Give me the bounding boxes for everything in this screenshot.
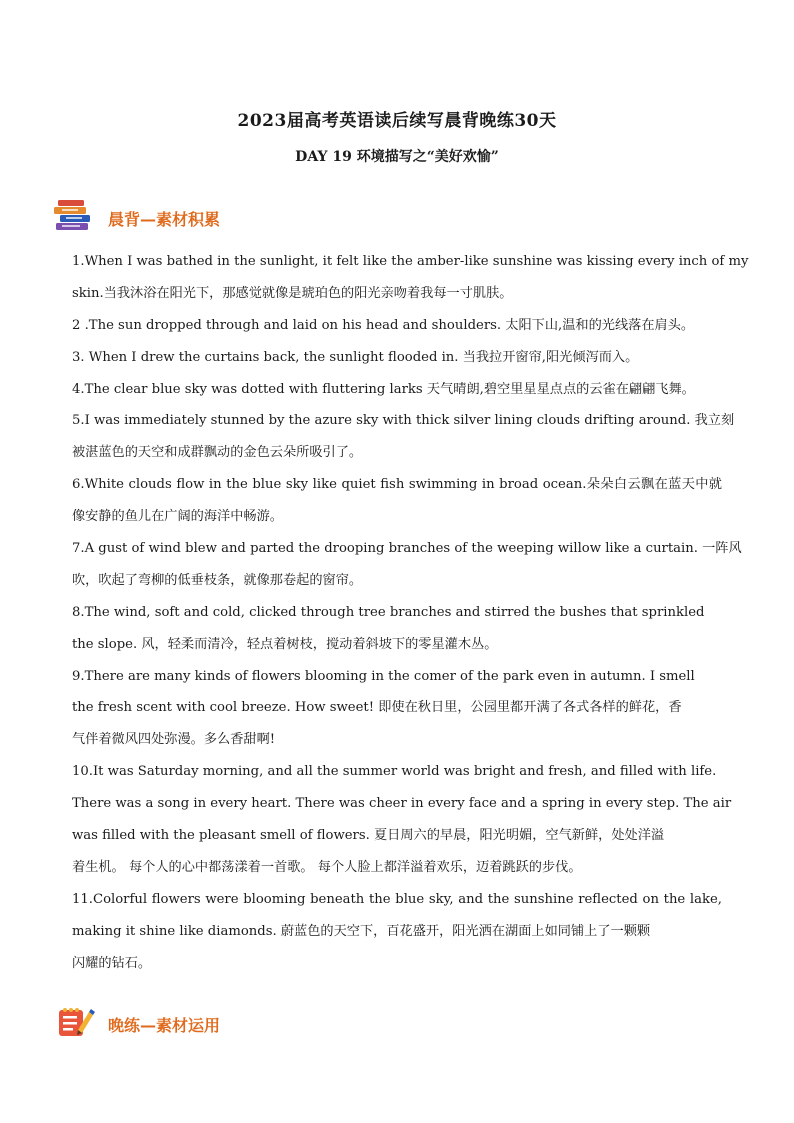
text-line: 闪耀的钻石。 — [72, 955, 152, 971]
text-line: 5.I was immediately stunned by the azure sky with thick silver lining clouds drifting around. 我立刻 — [72, 413, 735, 429]
text-line: making it shine like diamonds. 蔚蓝色的天空下，百花盛开，阳光洒在湖面上如同铺上了一颗颗 — [72, 923, 651, 939]
text-line: 8.The wind, soft and cold, clicked through tree branches and stirred the bushes that sprinkled — [72, 604, 705, 620]
text-line: skin.当我沐浴在阳光下，那感觉就像是琥珀色的阳光亲吻着我每一寸肌肤。 — [72, 285, 513, 301]
text-line: 10.It was Saturday morning, and all the summer world was bright and fresh, and filled with life. — [72, 764, 717, 780]
material-list — [72, 246, 749, 979]
text-line: 9.There are many kinds of flowers blooming in the comer of the park even in autumn. I smell — [72, 668, 695, 684]
document-subtitle: DAY 19 环境描写之“美好欢愉” — [295, 149, 499, 165]
text-line: 2 .The sun dropped through and laid on his head and shoulders. 太阳下山,温和的光线落在肩头。 — [72, 317, 695, 333]
text-line: 3. When I drew the curtains back, the sunlight flooded in. 当我拉开窗帘,阳光倾泻而入。 — [72, 349, 639, 365]
section-evening-header — [56, 1006, 220, 1042]
text-line: There was a song in every heart. There was cheer in every face and a spring in every step. The air — [72, 796, 732, 812]
text-line: 气伴着微风四处弥漫。多么香甜啊! — [72, 732, 276, 748]
section-morning-title: 晨背—素材积累 — [108, 209, 221, 229]
document-title: 2023届高考英语读后续写晨背晚练30天 — [237, 111, 557, 131]
text-line: was filled with the pleasant smell of flowers. 夏日周六的早晨，阳光明媚，空气新鲜，处处洋溢 — [72, 828, 665, 844]
books-icon — [52, 198, 94, 238]
section-morning-header — [52, 200, 220, 236]
text-line: 像安静的鱼儿在广阔的海洋中畅游。 — [72, 509, 283, 525]
section-evening-title: 晚练—素材运用 — [108, 1015, 221, 1035]
notepad-pencil-icon — [56, 1004, 96, 1044]
text-line: 着生机。 每个人的心中都荡漾着一首歌。 每个人脸上都洋溢着欢乐，迈着跳跃的步伐。 — [72, 859, 582, 875]
text-line: 11.Colorful flowers were blooming beneath the blue sky, and the sunshine reflected on the lake, — [72, 891, 722, 907]
text-line: 7.A gust of wind blew and parted the drooping branches of the weeping willow like a curtain. 一阵风 — [72, 541, 742, 557]
text-line: 6.White clouds flow in the blue sky like quiet fish swimming in broad ocean.朵朵白云飘在蓝天中就 — [72, 477, 722, 493]
text-line: the fresh scent with cool breeze. How sweet! 即使在秋日里，公园里都开满了各式各样的鲜花，香 — [72, 700, 682, 716]
text-line: 4.The clear blue sky was dotted with fluttering larks 天气晴朗,碧空里星星点点的云雀在翩翩飞舞。 — [72, 381, 695, 397]
text-line: 被湛蓝色的天空和成群飘动的金色云朵所吸引了。 — [72, 445, 363, 461]
text-line: the slope. 风，轻柔而清冷，轻点着树枝，搅动着斜坡下的零星灌木丛。 — [72, 636, 498, 652]
text-line: 吹，吹起了弯柳的低垂枝条，就像那卷起的窗帘。 — [72, 572, 363, 588]
text-line: 1.When I was bathed in the sunlight, it felt like the amber-like sunshine was kissing every inch of my — [72, 254, 749, 269]
